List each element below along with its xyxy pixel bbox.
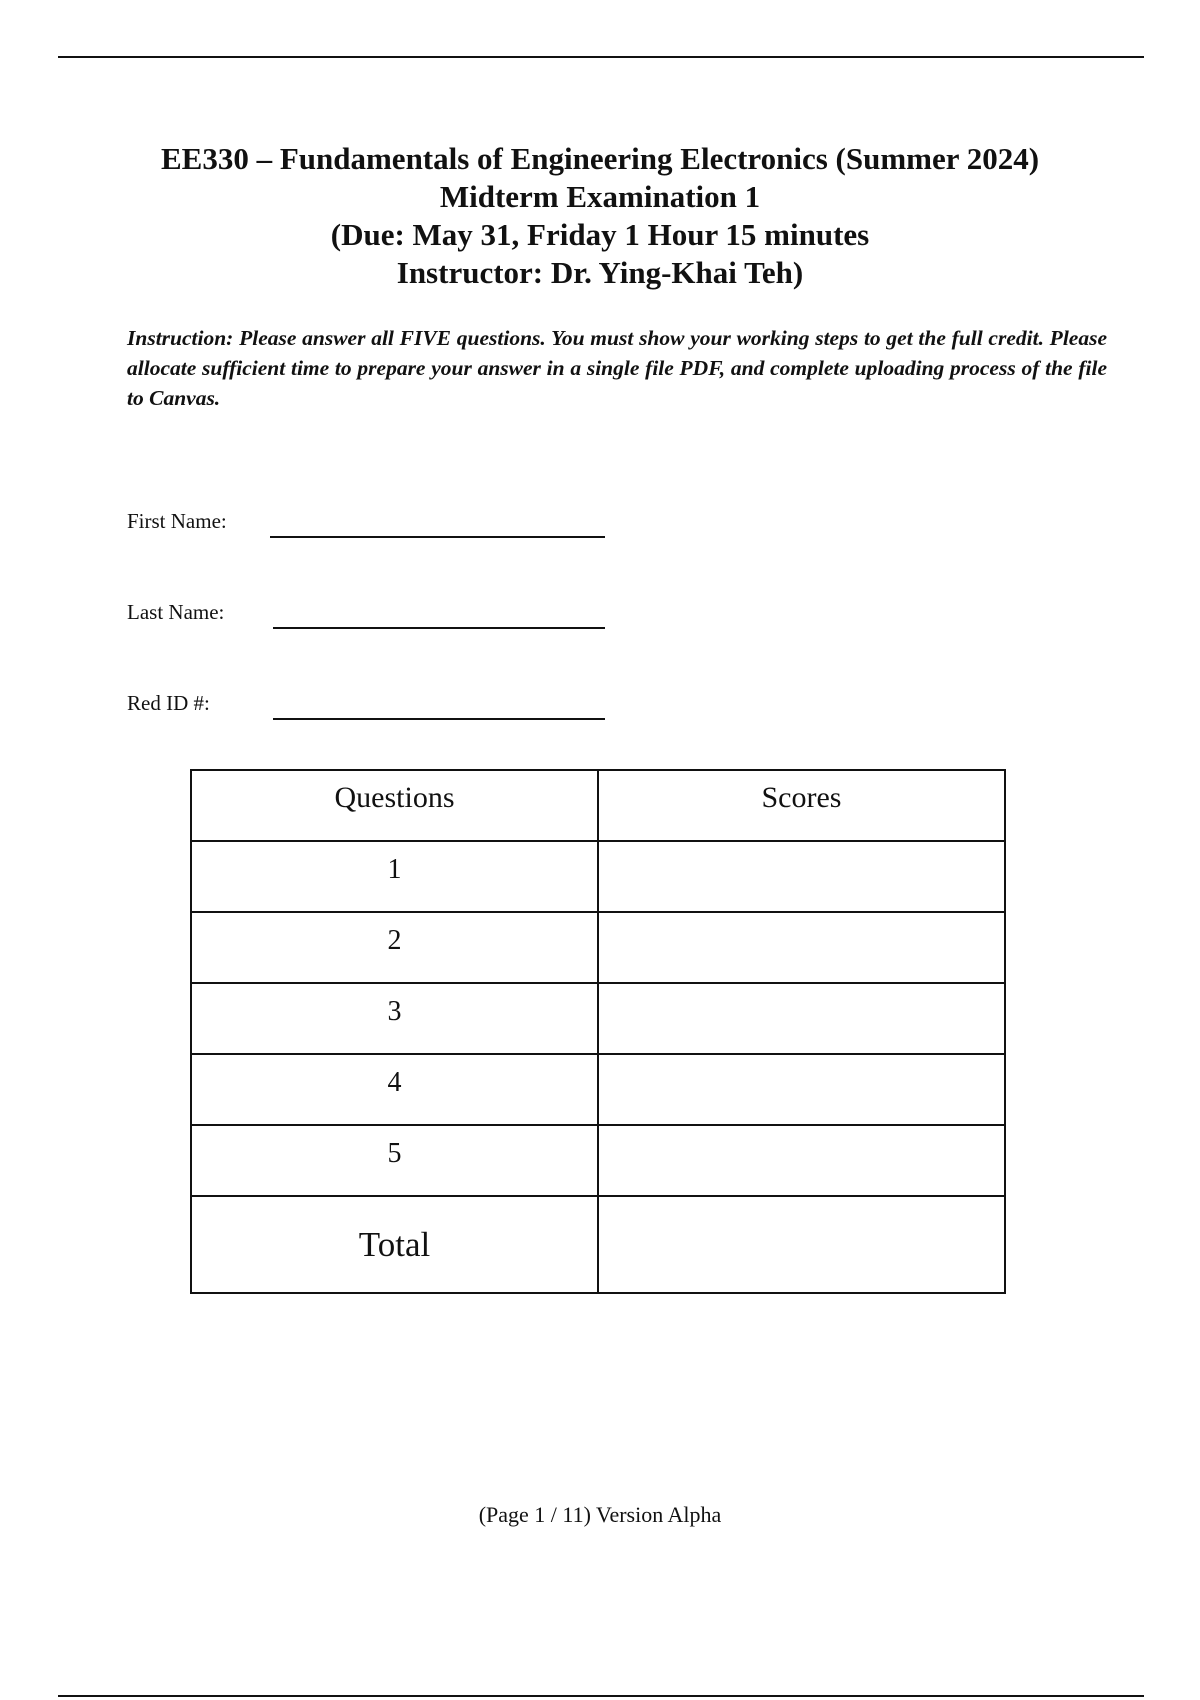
exam-due: (Due: May 31, Friday 1 Hour 15 minutes [330,217,870,252]
red-id-field[interactable] [127,688,627,728]
questions-header: Questions [191,770,598,841]
bottom-rule [58,1695,1144,1697]
total-score-cell[interactable] [598,1196,1005,1293]
question-number: 5 [191,1125,598,1196]
exam-name: Midterm Examination 1 [439,179,761,214]
exam-instructor: Instructor: Dr. Ying-Khai Teh) [396,255,804,290]
top-rule [58,56,1144,58]
score-cell[interactable] [598,841,1005,912]
score-table [190,769,1006,1294]
table-row [191,1125,1005,1196]
course-title: EE330 – Fundamentals of Engineering Electronics (Summer 2024) [160,141,1040,176]
instruction-text: Instruction: Please answer all FIVE questions. You must show your working steps to get the full credit. Please allocate sufficient time to prepare your answer in a single file PDF, and complete uploading process of the file to Canvas. [127,326,1107,410]
question-number: 3 [191,983,598,1054]
red-id-line[interactable] [273,718,605,720]
red-id-label: Red ID #: [127,691,210,715]
total-row [191,1196,1005,1293]
first-name-label: First Name: [127,509,227,533]
page-footer: (Page 1 / 11) Version Alpha [478,1502,722,1527]
last-name-label: Last Name: [127,600,225,624]
score-cell[interactable] [598,983,1005,1054]
first-name-line[interactable] [270,536,605,538]
table-row [191,983,1005,1054]
scores-header: Scores [598,770,1005,841]
first-name-field[interactable] [127,506,627,546]
question-number: 2 [191,912,598,983]
exam-title-block [0,140,1200,292]
question-number: 1 [191,841,598,912]
table-row [191,841,1005,912]
question-number: 4 [191,1054,598,1125]
score-table-header-row [191,770,1005,841]
score-cell[interactable] [598,912,1005,983]
total-label: Total [191,1196,598,1293]
last-name-field[interactable] [127,597,627,637]
score-cell[interactable] [598,1125,1005,1196]
last-name-line[interactable] [273,627,605,629]
score-cell[interactable] [598,1054,1005,1125]
table-row [191,1054,1005,1125]
table-row [191,912,1005,983]
